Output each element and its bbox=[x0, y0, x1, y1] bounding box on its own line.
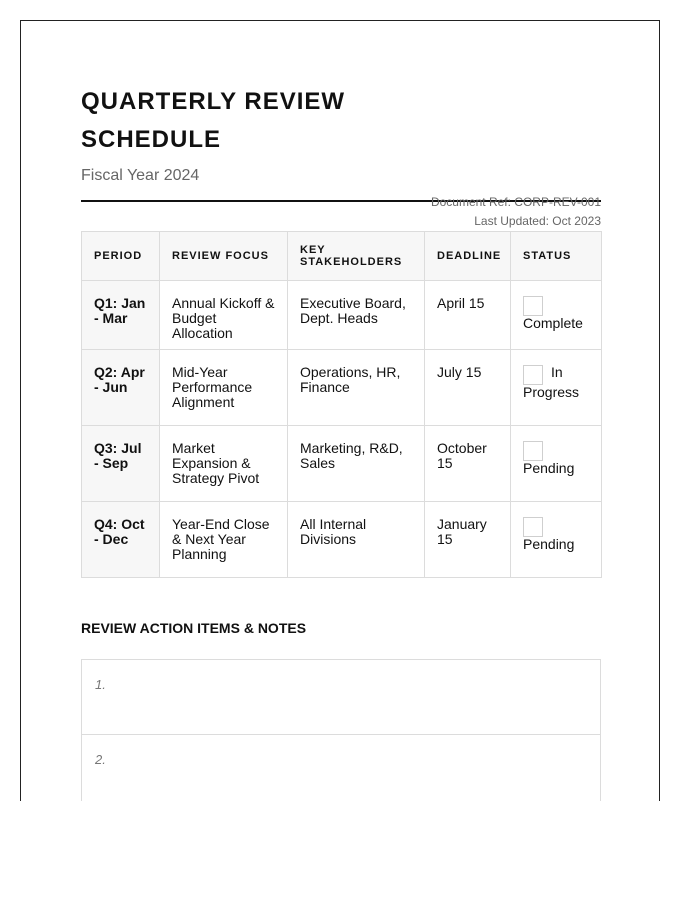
review-focus-cell: Market Expansion & Strategy Pivot bbox=[160, 426, 288, 502]
status-checkbox[interactable] bbox=[523, 441, 543, 461]
table-row bbox=[82, 350, 602, 426]
column-header-deadline: DEADLINE bbox=[425, 232, 511, 281]
page-title: QUARTERLY REVIEW SCHEDULE bbox=[81, 88, 346, 153]
deadline-cell: July 15 bbox=[425, 350, 511, 426]
note-line[interactable]: 1. bbox=[82, 660, 600, 735]
status-label: Pending bbox=[523, 460, 575, 476]
table-row bbox=[82, 281, 602, 350]
schedule-table bbox=[81, 231, 602, 578]
document-meta bbox=[421, 193, 601, 231]
column-header-review-focus: REVIEW FOCUS bbox=[160, 232, 288, 281]
period-cell: Q2: Apr - Jun bbox=[82, 350, 160, 426]
period-cell: Q3: Jul - Sep bbox=[82, 426, 160, 502]
status-checkbox[interactable] bbox=[523, 296, 543, 316]
table-row bbox=[82, 502, 602, 578]
stakeholders-cell: All Internal Divisions bbox=[288, 502, 425, 578]
last-updated: Last Updated: Oct 2023 bbox=[474, 214, 601, 228]
period-cell: Q4: Oct - Dec bbox=[82, 502, 160, 578]
notes-section-title: REVIEW ACTION ITEMS & NOTES bbox=[81, 620, 307, 636]
page-subtitle: Fiscal Year 2024 bbox=[81, 167, 200, 184]
document-header bbox=[81, 83, 601, 228]
document-ref: Document Ref: CORP-REV-001 bbox=[430, 195, 601, 209]
status-label: Complete bbox=[523, 315, 583, 331]
note-line[interactable]: 2. bbox=[82, 735, 600, 801]
status-checkbox[interactable] bbox=[523, 517, 543, 537]
status-cell bbox=[511, 426, 602, 502]
table-row bbox=[82, 426, 602, 502]
column-header-period: PERIOD bbox=[82, 232, 160, 281]
status-checkbox[interactable] bbox=[523, 365, 543, 385]
status-cell bbox=[511, 350, 602, 426]
period-cell: Q1: Jan - Mar bbox=[82, 281, 160, 350]
deadline-cell: October 15 bbox=[425, 426, 511, 502]
stakeholders-cell: Executive Board, Dept. Heads bbox=[288, 281, 425, 350]
table-header-row bbox=[82, 232, 602, 281]
status-label: Pending bbox=[523, 536, 575, 552]
review-focus-cell: Mid-Year Performance Alignment bbox=[160, 350, 288, 426]
status-cell bbox=[511, 281, 602, 350]
document-page bbox=[20, 20, 660, 801]
status-cell bbox=[511, 502, 602, 578]
stakeholders-cell: Marketing, R&D, Sales bbox=[288, 426, 425, 502]
column-header-key-stakeholders: KEY STAKEHOLDERS bbox=[288, 232, 425, 281]
review-focus-cell: Annual Kickoff & Budget Allocation bbox=[160, 281, 288, 350]
deadline-cell: April 15 bbox=[425, 281, 511, 350]
stakeholders-cell: Operations, HR, Finance bbox=[288, 350, 425, 426]
status-label: In Progress bbox=[523, 364, 580, 400]
deadline-cell: January 15 bbox=[425, 502, 511, 578]
review-focus-cell: Year-End Close & Next Year Planning bbox=[160, 502, 288, 578]
notes-box bbox=[81, 659, 601, 801]
column-header-status: STATUS bbox=[511, 232, 602, 281]
